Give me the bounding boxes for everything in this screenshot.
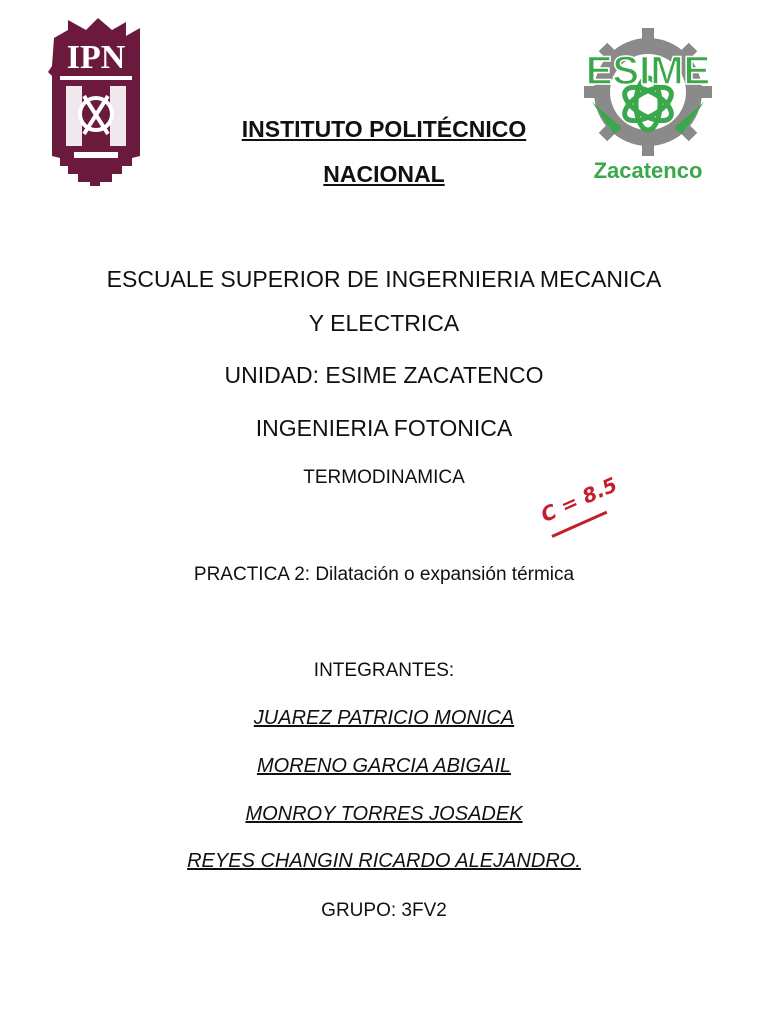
institution-title-line1: INSTITUTO POLITÉCNICO	[241, 116, 527, 142]
member-name: JUAREZ PATRICIO MONICA	[253, 707, 515, 729]
esime-logo-text: ESIME	[585, 49, 711, 93]
group-line: GRUPO: 3FV2	[321, 900, 447, 921]
ipn-logo-text: IPN	[66, 39, 126, 76]
member-name: MONROY TORRES JOSADEK	[245, 803, 523, 825]
grade-annotation: C = 8.5	[537, 472, 621, 527]
esime-logo-subtext: Zacatenco	[593, 158, 703, 183]
school-name-line1: ESCUALE SUPERIOR DE INGERNIERIA MECANICA	[106, 266, 662, 292]
members-title: INTEGRANTES:	[313, 660, 455, 681]
member-name: MORENO GARCIA ABIGAIL	[256, 755, 512, 777]
practice-title: PRACTICA 2: Dilatación o expansión térmica	[193, 564, 575, 585]
program-line: INGENIERIA FOTONICA	[255, 415, 513, 441]
school-name-line2: Y ELECTRICA	[308, 310, 460, 336]
unit-line: UNIDAD: ESIME ZACATENCO	[224, 362, 544, 388]
subject-line: TERMODINAMICA	[303, 467, 465, 488]
institution-title-line2: NACIONAL	[323, 161, 445, 187]
member-name: REYES CHANGIN RICARDO ALEJANDRO.	[187, 850, 581, 872]
